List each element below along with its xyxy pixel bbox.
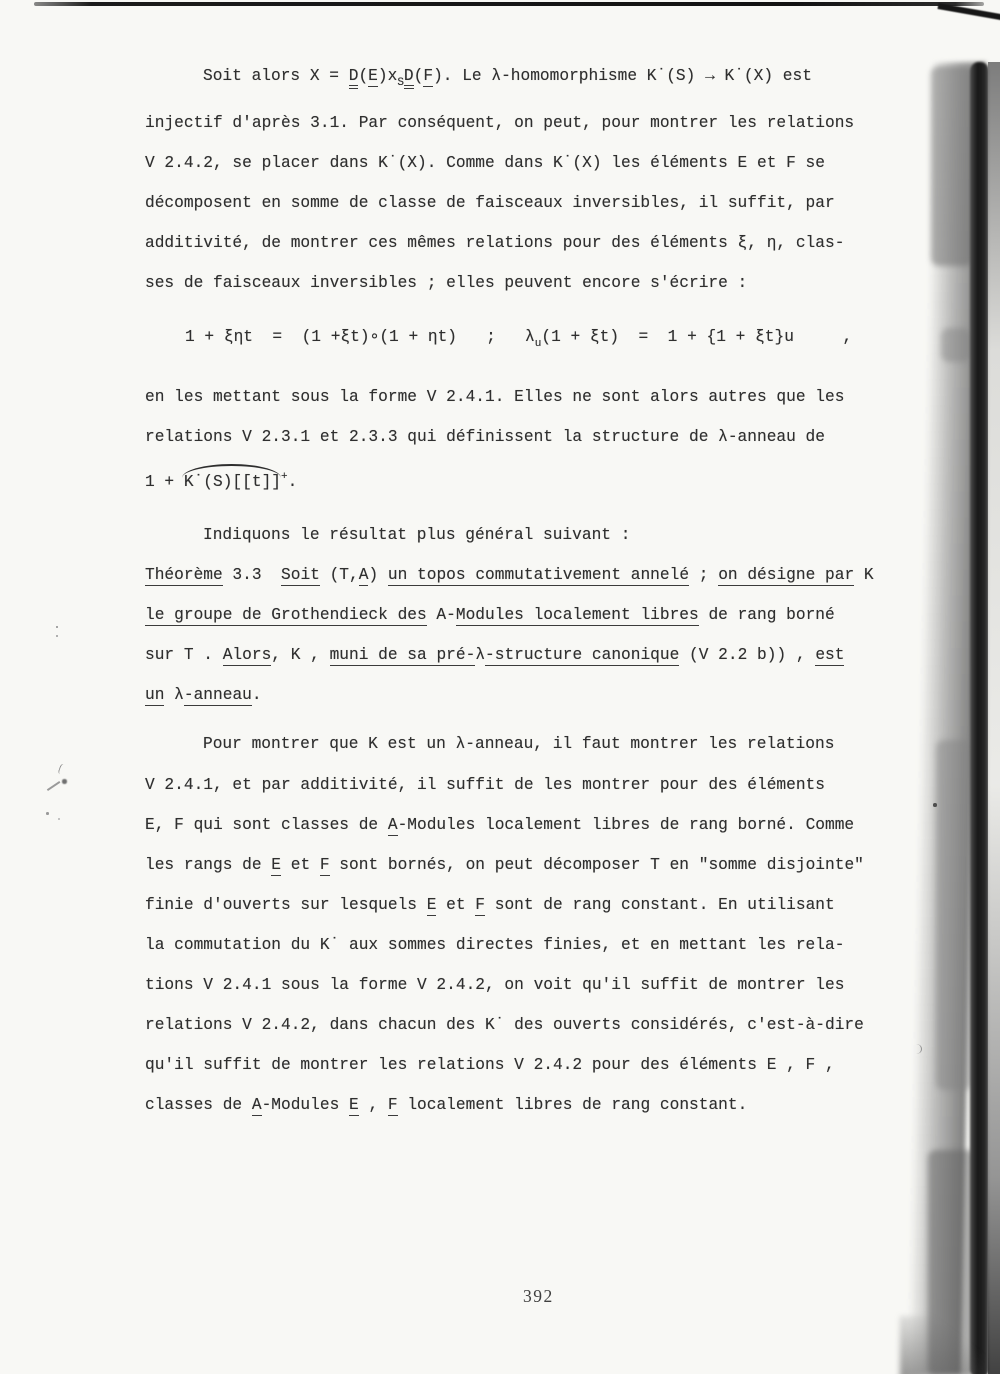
margin-mark bbox=[46, 812, 49, 815]
binding-shadow-smudge bbox=[936, 740, 972, 1090]
text-line: V 2.4.2, se placer dans K˙(X). Comme dans K˙(X) les éléments E et F se bbox=[145, 154, 825, 173]
text-line: V 2.4.1, et par additivité, il suffit de les montrer pour des éléments bbox=[145, 775, 825, 794]
text-line: relations V 2.4.2, dans chacun des K˙ des ouverts considérés, c'est-à-dire bbox=[145, 1016, 864, 1035]
text-line: 1 + K˙(S)[[t]]+. bbox=[145, 470, 298, 491]
text-line: Théorème 3.3 Soit (T,A) un topos commutativement annelé ; on désigne par K bbox=[145, 566, 874, 585]
text-line: additivité, de montrer ces mêmes relations pour des éléments ξ, η, clas- bbox=[145, 234, 845, 253]
margin-mark bbox=[58, 818, 60, 820]
text-line: décomposent en somme de classe de faisceaux inversibles, il suffit, par bbox=[145, 194, 835, 213]
text-line: sur T . Alors, K , muni de sa pré-λ-structure canonique (V 2.2 b)) , est bbox=[145, 646, 845, 665]
binding-shadow-smudge bbox=[941, 328, 971, 362]
text-line: 1 + ξηt = (1 +ξt)∘(1 + ηt) ; $\lambda_u(1 + \xi t) = 1 + \{1 + \xi t\}u$ , bbox=[185, 327, 853, 350]
binding-shadow-smudge bbox=[931, 66, 973, 266]
text-line: en les mettant sous la forme V 2.4.1. Elles ne sont alors autres que les bbox=[145, 387, 845, 406]
margin-mark bbox=[933, 803, 937, 807]
text-line: Indiquons le résultat plus général suivant : bbox=[203, 525, 631, 544]
margin-mark bbox=[56, 626, 58, 628]
margin-mark bbox=[57, 763, 67, 776]
text-line: classes de A-Modules E , F localement libres de rang constant. bbox=[145, 1096, 748, 1115]
binding-shadow-smudge bbox=[928, 1150, 976, 1374]
text-line: relations V 2.3.1 et 2.3.3 qui définissent la structure de λ-anneau de bbox=[145, 427, 825, 446]
text-line: qu'il suffit de montrer les relations V 2.4.2 pour des éléments E , F , bbox=[145, 1056, 835, 1075]
text-line: E, F qui sont classes de A-Modules localement libres de rang borné. Comme bbox=[145, 815, 855, 834]
margin-mark bbox=[62, 779, 67, 784]
margin-mark bbox=[915, 1044, 922, 1054]
text-line: un λ-anneau. bbox=[145, 686, 262, 705]
binding-shadow-core bbox=[970, 62, 989, 1374]
text-line: la commutation du K˙ aux sommes directes finies, et en mettant les rela- bbox=[145, 935, 845, 954]
text-line: Soit alors $X = D(E)x_SD(F)$. Le λ-homomorphisme K˙(S) → K˙(X) est bbox=[203, 67, 812, 89]
text-line: ses de faisceaux inversibles ; elles peuvent encore s'écrire : bbox=[145, 274, 748, 293]
page-number: 392 bbox=[523, 1286, 554, 1306]
scan-artifact-top-edge-line bbox=[34, 2, 984, 6]
text-line: tions V 2.4.1 sous la forme V 2.4.2, on voit qu'il suffit de montrer les bbox=[145, 975, 845, 994]
text-line: finie d'ouverts sur lesquels E et F sont de rang constant. En utilisant bbox=[145, 895, 835, 914]
text-line: le groupe de Grothendieck des A-Modules localement libres de rang borné bbox=[145, 606, 835, 625]
binding-shadow-gray bbox=[907, 62, 986, 1374]
binding-shadow-edge bbox=[988, 62, 1000, 1374]
page-text bbox=[145, 56, 915, 1125]
text-line: les rangs de E et F sont bornés, on peut décomposer T en "somme disjointe" bbox=[145, 855, 864, 874]
text-line: Pour montrer que K est un λ-anneau, il faut montrer les relations bbox=[203, 735, 835, 754]
binding-shadow-foot bbox=[900, 1316, 984, 1374]
margin-mark bbox=[47, 781, 60, 791]
text-line: injectif d'après 3.1. Par conséquent, on peut, pour montrer les relations bbox=[145, 114, 855, 133]
